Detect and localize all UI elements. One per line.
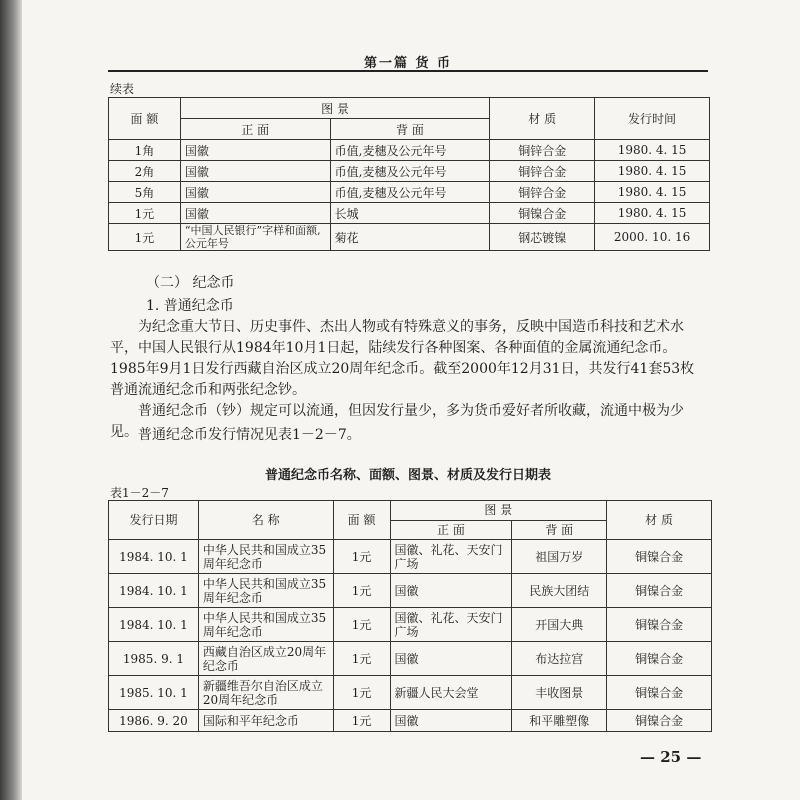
cell-date: 1985. 10. 1 <box>109 676 199 710</box>
cell-material: 铜镍合金 <box>490 203 595 224</box>
page-number: — 25 — <box>640 748 702 766</box>
table-row <box>109 574 712 608</box>
cell-date: 1980. 4. 15 <box>595 140 710 161</box>
header-material: 材 质 <box>607 501 712 540</box>
cell-obverse: 国徽 <box>390 710 512 732</box>
cell-date: 1984. 10. 1 <box>109 540 199 574</box>
cell-denom: 1元 <box>333 676 390 710</box>
continued-label: 续表 <box>110 82 135 96</box>
cell-denom: 1角 <box>109 140 181 161</box>
running-header: 第一篇 货 币 <box>363 56 453 71</box>
cell-denom: 1元 <box>109 203 181 224</box>
cell-date: 1984. 10. 1 <box>109 574 199 608</box>
cell-name: 新疆维吾尔自治区成立20周年纪念币 <box>198 676 333 710</box>
cell-name: 中华人民共和国成立35周年纪念币 <box>198 540 333 574</box>
cell-material: 铜镍合金 <box>607 642 712 676</box>
cell-obverse: 国徽、礼花、天安门广场 <box>390 608 512 642</box>
cell-reverse: 民族大团结 <box>512 574 607 608</box>
cell-reverse: 币值,麦穗及公元年号 <box>330 161 490 182</box>
cell-obverse: 国徽 <box>180 161 330 182</box>
header-design: 图 景 <box>390 501 607 521</box>
table-row <box>109 540 712 574</box>
cell-date: 1986. 9. 20 <box>109 710 199 732</box>
header-reverse: 背 面 <box>512 520 607 540</box>
cell-name: 西藏自治区成立20周年纪念币 <box>198 642 333 676</box>
cell-reverse: 长城 <box>330 203 490 224</box>
cell-denom: 1元 <box>333 642 390 676</box>
cell-denom: 1元 <box>109 224 181 251</box>
cell-reverse: 币值,麦穗及公元年号 <box>330 182 490 203</box>
table-row <box>109 161 710 182</box>
header-denom: 面 额 <box>333 501 390 540</box>
cell-material: 铜锌合金 <box>490 182 595 203</box>
cell-name: 中华人民共和国成立35周年纪念币 <box>198 608 333 642</box>
table-row <box>109 224 710 251</box>
cell-reverse: 币值,麦穗及公元年号 <box>330 140 490 161</box>
table-caption: 普通纪念币名称、面额、图景、材质及发行日期表 <box>264 468 551 483</box>
header-denomination: 面 额 <box>109 98 181 140</box>
cell-denom: 1元 <box>333 710 390 732</box>
cell-obverse: “中国人民银行”字样和面额,公元年号 <box>180 224 330 251</box>
table-row <box>109 140 710 161</box>
table-row <box>109 710 712 732</box>
coin-table-continued <box>108 97 710 251</box>
body-paragraph: 为纪念重大节日、历史事件、杰出人物或有特殊意义的事务，反映中国造币科技和艺术水平，中国人民银行从1984年10月1日起，陆续发行各种图案、各种面值的金属流通纪念币。1985年9月1日发行西藏自治区成立20周年纪念币。截至2000年12月31日，共发行41套53枚普通流通纪念币和两张纪念钞。 <box>110 319 695 398</box>
cell-date: 1980. 4. 15 <box>595 182 710 203</box>
cell-denom: 5角 <box>109 182 181 203</box>
cell-material: 铜镍合金 <box>607 676 712 710</box>
header-name: 名 称 <box>198 501 333 540</box>
commemorative-coin-table <box>108 500 712 732</box>
cell-material: 铜镍合金 <box>607 710 712 732</box>
cell-obverse: 国徽、礼花、天安门广场 <box>390 540 512 574</box>
cell-obverse: 国徽 <box>180 203 330 224</box>
cell-obverse: 国徽 <box>180 140 330 161</box>
header-issue-date: 发行时间 <box>595 98 710 140</box>
cell-obverse: 新疆人民大会堂 <box>390 676 512 710</box>
cell-date: 1985. 9. 1 <box>109 642 199 676</box>
cell-date: 1980. 4. 15 <box>595 203 710 224</box>
table-row <box>109 642 712 676</box>
cell-obverse: 国徽 <box>180 182 330 203</box>
header-date: 发行日期 <box>109 501 199 540</box>
cell-material: 铜锌合金 <box>490 140 595 161</box>
cell-reverse: 丰收图景 <box>512 676 607 710</box>
body-paragraph: 普通纪念币发行情况见表1－2－7。 <box>138 427 361 443</box>
body-paragraph: 普通纪念币（钞）规定可以流通，但因发行量少，多为货币爱好者所收藏，流通中极为少见。 <box>110 403 684 440</box>
header-material: 材 质 <box>490 98 595 140</box>
cell-denom: 1元 <box>333 608 390 642</box>
header-design: 图 景 <box>180 98 489 119</box>
cell-obverse: 国徽 <box>390 642 512 676</box>
table-row <box>109 182 710 203</box>
header-reverse: 背 面 <box>330 119 490 140</box>
cell-reverse: 和平雕塑像 <box>512 710 607 732</box>
cell-date: 1984. 10. 1 <box>109 608 199 642</box>
section-subtitle: 1. 普通纪念币 <box>146 298 234 314</box>
table-row <box>109 676 712 710</box>
cell-material: 钢芯镀镍 <box>490 224 595 251</box>
table-row <box>109 608 712 642</box>
cell-material: 铜镍合金 <box>607 574 712 608</box>
cell-name: 国际和平年纪念币 <box>198 710 333 732</box>
cell-reverse: 菊花 <box>330 224 490 251</box>
cell-date: 1980. 4. 15 <box>595 161 710 182</box>
section-title: （二） 纪念币 <box>146 275 235 291</box>
book-spine <box>0 0 22 800</box>
cell-obverse: 国徽 <box>390 574 512 608</box>
cell-material: 铜镍合金 <box>607 540 712 574</box>
cell-denom: 1元 <box>333 540 390 574</box>
table-row <box>109 203 710 224</box>
cell-date: 2000. 10. 16 <box>595 224 710 251</box>
cell-reverse: 祖国万岁 <box>512 540 607 574</box>
cell-denom: 2角 <box>109 161 181 182</box>
cell-denom: 1元 <box>333 574 390 608</box>
header-rule <box>108 70 708 72</box>
header-obverse: 正 面 <box>180 119 330 140</box>
cell-name: 中华人民共和国成立35周年纪念币 <box>198 574 333 608</box>
table-label: 表1－2－7 <box>110 486 169 500</box>
cell-reverse: 开国大典 <box>512 608 607 642</box>
cell-reverse: 布达拉宫 <box>512 642 607 676</box>
cell-material: 铜镍合金 <box>607 608 712 642</box>
header-obverse: 正 面 <box>390 520 512 540</box>
cell-material: 铜锌合金 <box>490 161 595 182</box>
